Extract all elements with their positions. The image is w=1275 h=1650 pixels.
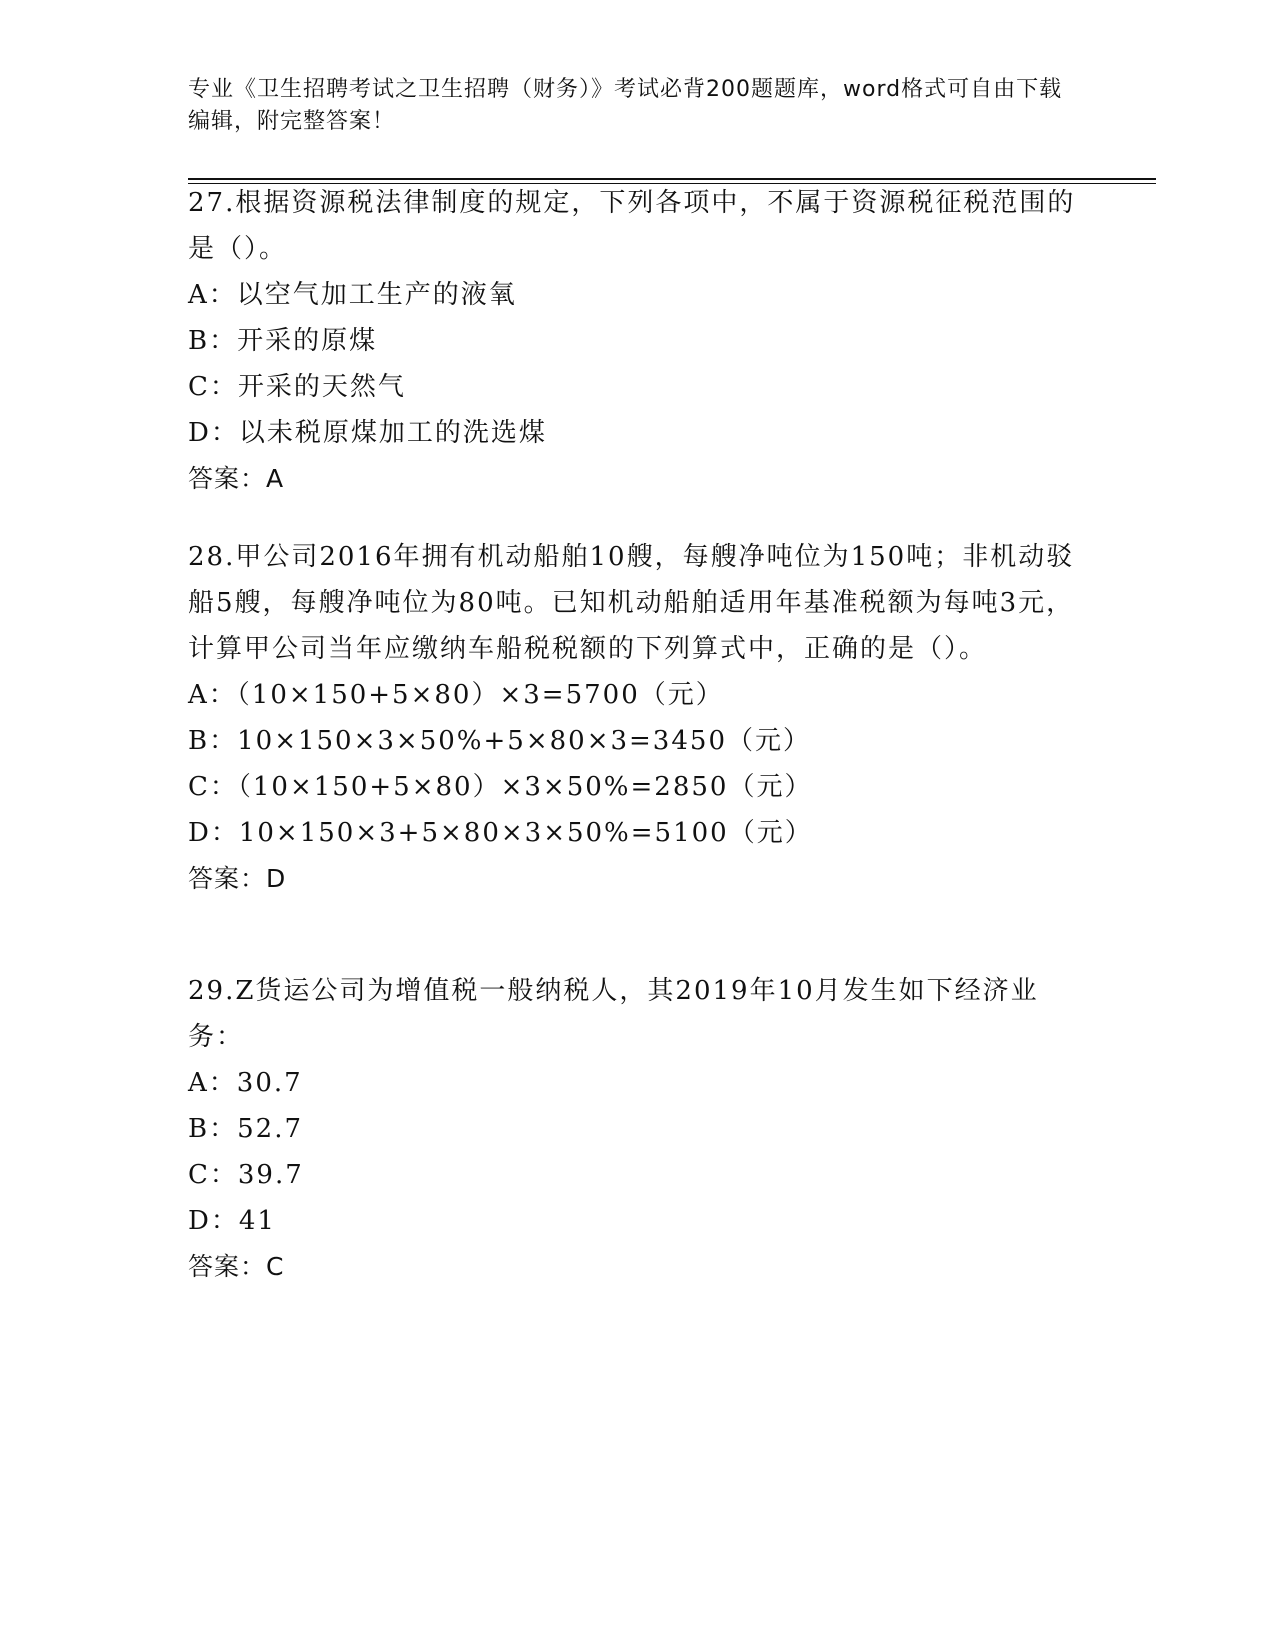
answer-label: 答案：C <box>188 1252 285 1281</box>
option-a: A：30.7 <box>188 1068 303 1098</box>
answer-label: 答案：A <box>188 464 285 493</box>
option-d: D：10×150×3+5×80×3×50%=5100（元） <box>188 818 813 848</box>
question-29 <box>188 968 1088 1290</box>
question-stem: 29.Z货运公司为增值税一般纳税人，其2019年10月发生如下经济业务： <box>188 976 1039 1052</box>
answer-label: 答案：D <box>188 864 287 893</box>
option-d: D：以未税原煤加工的洗选煤 <box>188 418 547 448</box>
option-b: B：10×150×3×50%+5×80×3=3450（元） <box>188 726 811 756</box>
option-c: C：开采的天然气 <box>188 372 406 402</box>
document-header: 专业《卫生招聘考试之卫生招聘（财务）》考试必背200题题库，word格式可自由下载编辑，附完整答案！ <box>188 77 1063 134</box>
option-a: A：以空气加工生产的液氧 <box>188 280 517 310</box>
question-28 <box>188 534 1088 902</box>
option-c: C：39.7 <box>188 1160 304 1190</box>
option-c: C：（10×150+5×80）×3×50%=2850（元） <box>188 772 813 802</box>
option-b: B：开采的原煤 <box>188 326 378 356</box>
question-stem: 27.根据资源税法律制度的规定，下列各项中，不属于资源税征税范围的是（）。 <box>188 188 1076 264</box>
option-b: B：52.7 <box>188 1114 303 1144</box>
option-d: D：41 <box>188 1206 276 1236</box>
question-stem: 28.甲公司2016年拥有机动船舶10艘，每艘净吨位为150吨；非机动驳船5艘，每艘净吨位为80吨。已知机动船舶适用年基准税额为每吨3元，计算甲公司当年应缴纳车船税税额的下列算式中，正确的是（）。 <box>188 542 1075 664</box>
question-27 <box>188 180 1088 502</box>
option-a: A：（10×150+5×80）×3=5700（元） <box>188 680 724 710</box>
